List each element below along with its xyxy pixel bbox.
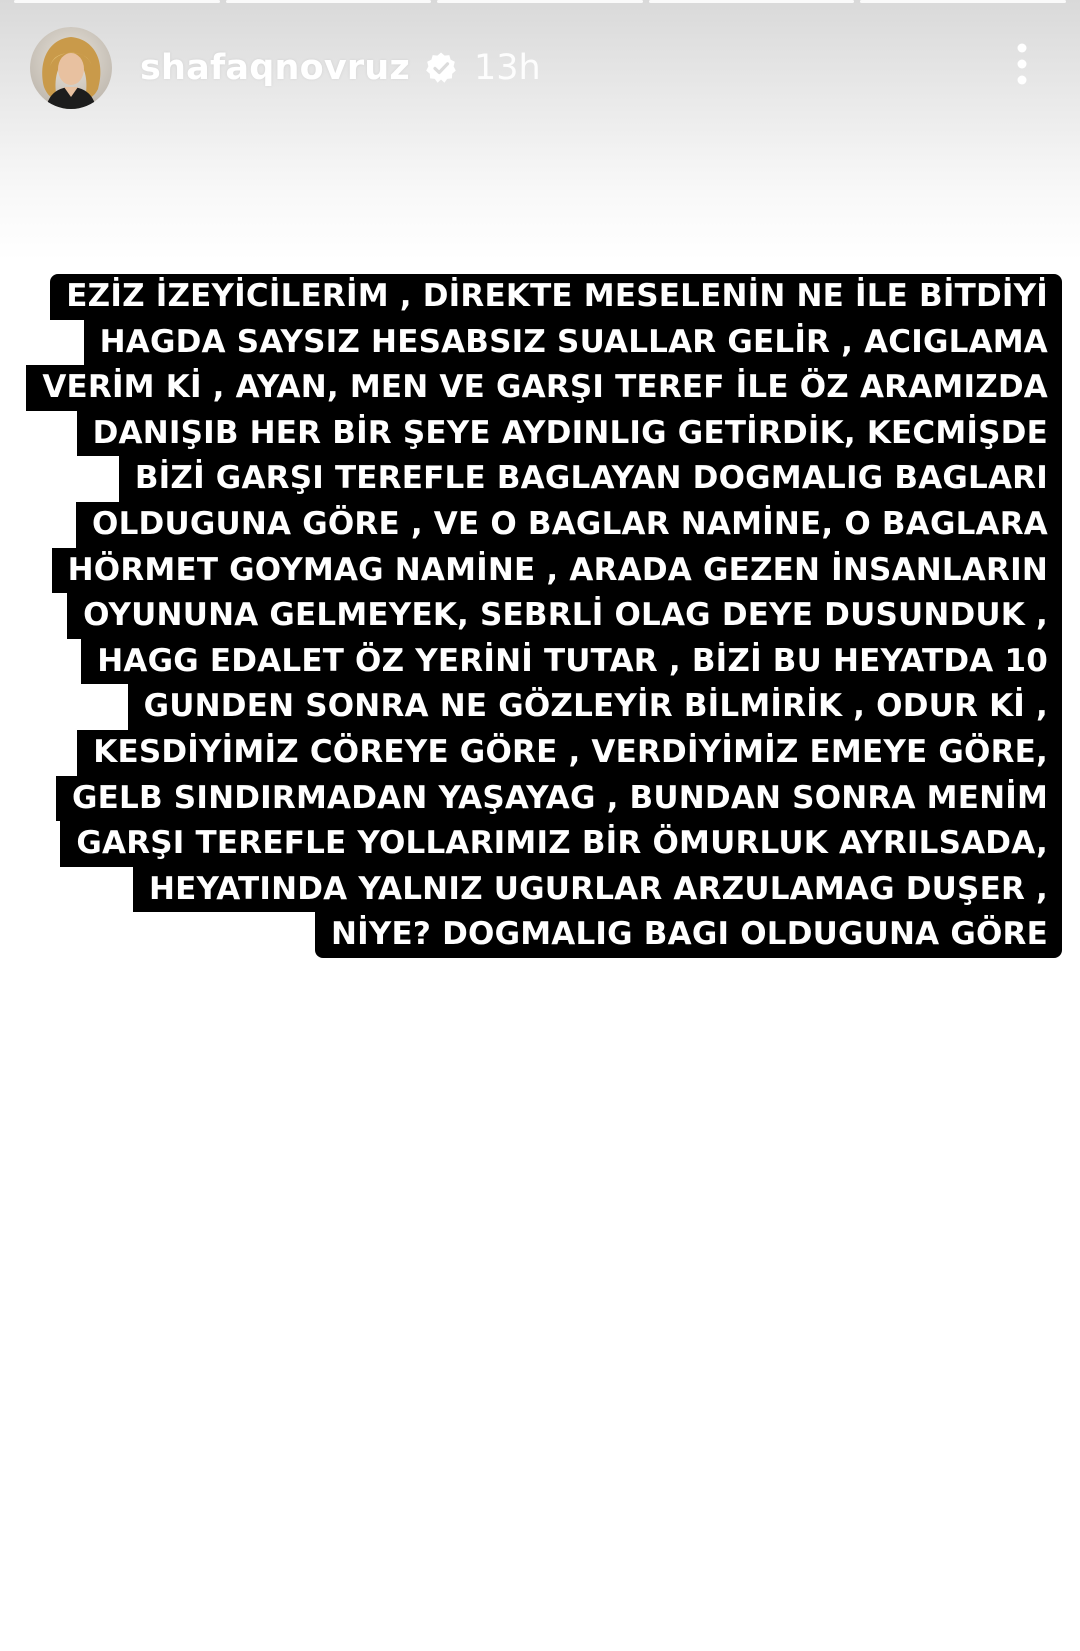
profile-avatar[interactable] — [30, 27, 112, 109]
text-line: HEYATINDA YALNIZ UGURLAR ARZULAMAG DUŞER , — [133, 867, 1062, 913]
text-line: NİYE? DOGMALIG BAGI OLDUGUNA GÖRE — [315, 912, 1062, 958]
text-line-row — [0, 502, 1080, 548]
text-line-row — [0, 730, 1080, 776]
text-line-row — [0, 365, 1080, 411]
story-text-block — [0, 274, 1080, 958]
text-line: VERİM Kİ , AYAN, MEN VE GARŞI TEREF İLE ÖZ ARAMIZDA — [26, 365, 1062, 411]
post-time: 13h — [474, 48, 541, 88]
text-line-row — [0, 639, 1080, 685]
text-line-row — [0, 320, 1080, 366]
text-line-row — [0, 684, 1080, 730]
progress-segment — [860, 0, 1066, 3]
verified-badge-icon — [424, 51, 458, 85]
text-line: DANIŞIB HER BİR ŞEYE AYDINLIG GETİRDİK, KECMİŞDE — [77, 411, 1062, 457]
text-line: HAGDA SAYSIZ HESABSIZ SUALLAR GELİR , ACIGLAMA — [84, 320, 1062, 366]
story-header — [30, 26, 1040, 110]
progress-segment — [226, 0, 432, 3]
text-line-row — [0, 456, 1080, 502]
story-progress-bar — [14, 0, 1066, 4]
text-line-row — [0, 593, 1080, 639]
text-line: OLDUGUNA GÖRE , VE O BAGLAR NAMİNE, O BAGLARA — [76, 502, 1062, 548]
text-line: KESDİYİMİZ CÖREYE GÖRE , VERDİYİMİZ EMEYE GÖRE, — [77, 730, 1062, 776]
text-line-row — [0, 776, 1080, 822]
text-line-row — [0, 912, 1080, 958]
username[interactable]: shafaqnovruz — [140, 48, 410, 88]
text-line: EZİZ İZEYİCİLERİM , DİREKTE MESELENİN NE İLE BİTDİYİ — [50, 274, 1062, 320]
text-line: GARŞI TEREFLE YOLLARIMIZ BİR ÖMURLUK AYRILSADA, — [60, 821, 1062, 867]
avatar-image-icon — [30, 27, 112, 109]
text-line-row — [0, 821, 1080, 867]
text-line: BİZİ GARŞI TEREFLE BAGLAYAN DOGMALIG BAGLARI — [119, 456, 1062, 502]
text-line: GUNDEN SONRA NE GÖZLEYİR BİLMİRİK , ODUR Kİ , — [128, 684, 1062, 730]
text-line: HÖRMET GOYMAG NAMİNE , ARADA GEZEN İNSANLARIN — [52, 548, 1062, 594]
more-vertical-icon[interactable] — [1010, 40, 1034, 92]
text-line-row — [0, 411, 1080, 457]
text-line: GELB SINDIRMADAN YAŞAYAG , BUNDAN SONRA MENİM — [56, 776, 1062, 822]
text-line-row — [0, 274, 1080, 320]
progress-segment — [14, 0, 220, 3]
text-line-row — [0, 867, 1080, 913]
text-line: HAGG EDALET ÖZ YERİNİ TUTAR , BİZİ BU HEYATDA 10 — [81, 639, 1062, 685]
text-line-row — [0, 548, 1080, 594]
progress-segment — [649, 0, 855, 3]
progress-segment — [437, 0, 643, 3]
text-line: OYUNUNA GELMEYEK, SEBRLİ OLAG DEYE DUSUNDUK , — [67, 593, 1062, 639]
